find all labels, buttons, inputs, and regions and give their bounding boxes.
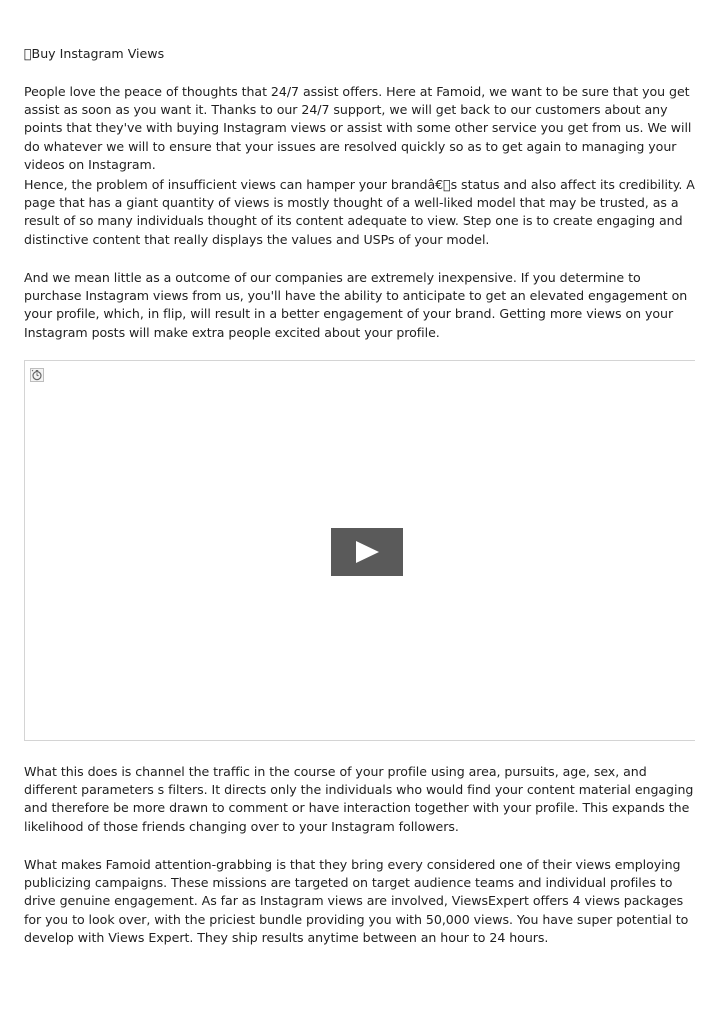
paragraph-credibility: Hence, the problem of insufficient views can hamper your brandâ€ s status and also affect its credibility. A page that has a giant quantity of views is mostly thought of a well-liked model that may be trusted, as a result of so many individuals thought of its content adequate to view. Step one is to create engaging and distinctive content that really displays the values and USPs of your model.: [24, 177, 695, 247]
page-heading:  Buy Instagram Views: [24, 46, 165, 61]
video-timer-icon: [30, 367, 44, 381]
embedded-video[interactable]: [24, 360, 695, 741]
play-button[interactable]: [331, 528, 403, 576]
paragraph-campaigns: What makes Famoid attention-grabbing is that they bring every considered one of their views employing publicizing campaigns. These missions are targeted on target audience teams and individual profiles to drive genuine engagement. As far as Instagram views are involved, ViewsExpert offers 4 views packages for you to look over, with the priciest bundle providing you with 50,000 views. You have super potential to develop with Views Expert. They ship results anytime between an hour to 24 hours.: [24, 857, 689, 945]
paragraph-pricing: And we mean little as a outcome of our companies are extremely inexpensive. If you determine to purchase Instagram views from us, you'll have the ability to anticipate to get an elevated engagement on your profile, which, in flip, will result in a better engagement of your brand. Getting more views on your Instagram posts will make extra people excited about your profile.: [24, 270, 688, 340]
paragraph-support: People love the peace of thoughts that 24/7 assist offers. Here at Famoid, we want to be sure that you get assist as soon as you want it. Thanks to our 24/7 support, we will get back to our customers about any points that they've with buying Instagram views or assist with some other service you get from us. We will do whatever we will to ensure that your issues are resolved quickly so as to get again to managing your videos on Instagram.: [24, 84, 692, 172]
paragraph-targeting: What this does is channel the traffic in the course of your profile using area, pursuits, age, sex, and different parameters s filters. It directs only the individuals who would find your content material engaging and therefore be more drawn to comment or have interaction together with your profile. This expands the likelihood of those friends changing over to your Instagram followers.: [24, 764, 694, 834]
play-icon: [355, 541, 379, 563]
